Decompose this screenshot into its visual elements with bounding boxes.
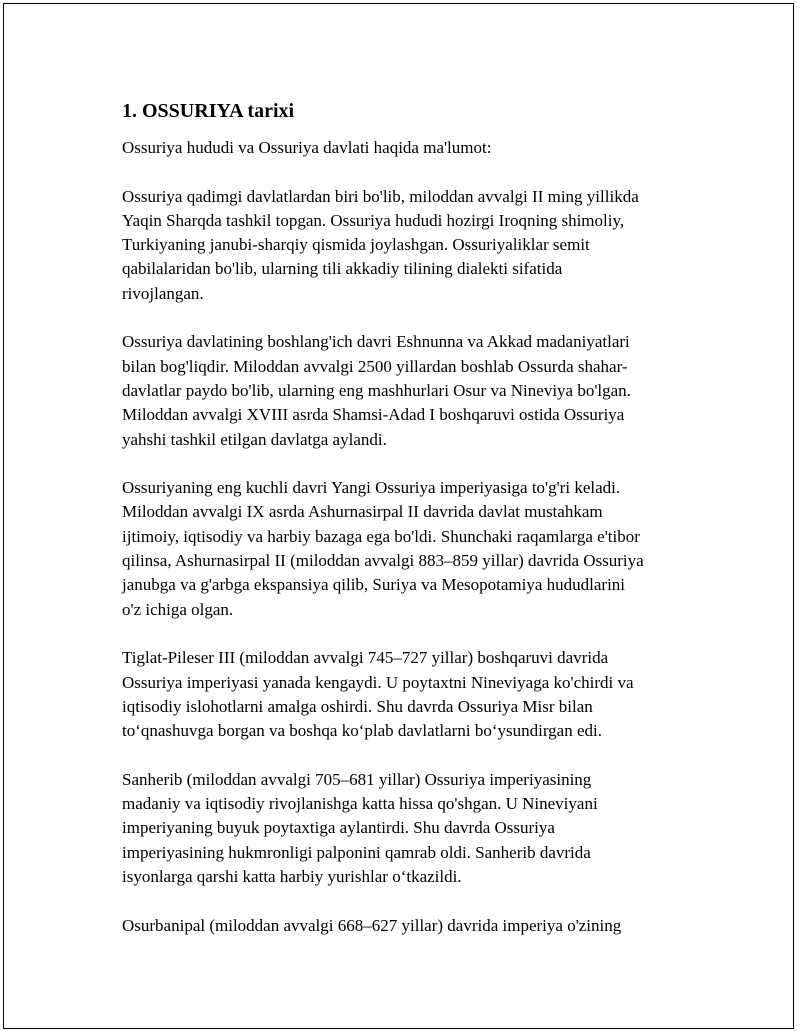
paragraph-line: Sanherib (miloddan avvalgi 705–681 yillar) Ossuriya imperiyasining	[122, 769, 592, 789]
paragraph-line: o'z ichiga olgan.	[122, 599, 234, 619]
paragraph-line: janubga va g'arbga ekspansiya qilib, Suriya va Mesopotamiya hududlarini	[122, 575, 626, 595]
paragraph-sanherib	[122, 768, 692, 889]
document-title: 1. OSSURIYA tarixi	[122, 100, 295, 122]
paragraph-line: Miloddan avvalgi IX asrda Ashurnasirpal II davrida davlat mustahkam	[122, 502, 603, 522]
paragraph-line: isyonlarga qarshi katta harbiy yurishlar o‘tkazildi.	[122, 866, 462, 886]
paragraph-line: qilinsa, Ashurnasirpal II (miloddan avvalgi 883–859 yillar) davrida Ossuriya	[122, 551, 644, 571]
paragraph-early-period	[122, 330, 692, 451]
paragraph-tiglat-pileser	[122, 646, 692, 743]
document-body	[122, 98, 692, 962]
paragraph-origins	[122, 185, 692, 306]
paragraph-neo-assyrian	[122, 476, 692, 622]
paragraph-line: Turkiyaning janubi-sharqiy qismida joylashgan. Ossuriyaliklar semit	[122, 235, 590, 255]
paragraph-osurbanipal	[122, 914, 692, 938]
paragraph-line: qabilalaridan bo'lib, ularning tili akkadiy tilining dialekti sifatida	[122, 259, 563, 279]
paragraph-line: to‘qnashuvga borgan va boshqa ko‘plab davlatlarni bo‘ysundirgan edi.	[122, 721, 602, 741]
paragraph-line: iqtisodiy islohotlarni amalga oshirdi. Shu davrda Ossuriya Misr bilan	[122, 696, 593, 716]
intro-text: Ossuriya hududi va Ossuriya davlati haqida ma'lumot:	[122, 138, 492, 157]
paragraph-line: davlatlar paydo bo'lib, ularning eng mashhurlari Osur va Nineviya bo'lgan.	[122, 380, 631, 400]
paragraph-line: ijtimoiy, iqtisodiy va harbiy bazaga ega bo'ldi. Shunchaki raqamlarga e'tibor	[122, 526, 640, 546]
paragraph-line: Ossuriya qadimgi davlatlardan biri bo'lib, miloddan avvalgi II ming yillikda	[122, 186, 639, 206]
paragraph-line: Tiglat-Pileser III (miloddan avvalgi 745–727 yillar) boshqaruvi davrida	[122, 648, 609, 668]
paragraph-line: Yaqin Sharqda tashkil topgan. Ossuriya hududi hozirgi Iroqning shimoliy,	[122, 210, 625, 230]
paragraph-line: imperiyaning buyuk poytaxtiga aylantirdi. Shu davrda Ossuriya	[122, 818, 555, 838]
paragraph-line: Miloddan avvalgi XVIII asrda Shamsi-Adad I boshqaruvi ostida Ossuriya	[122, 405, 625, 425]
paragraph-line: Osurbanipal (miloddan avvalgi 668–627 yillar) davrida imperiya o'zining	[122, 915, 622, 935]
paragraph-line: imperiyasining hukmronligi palponini qamrab oldi. Sanherib davrida	[122, 842, 591, 862]
paragraph-line: Ossuriya davlatining boshlang'ich davri Eshnunna va Akkad madaniyatlari	[122, 332, 630, 352]
paragraph-line: bilan bog'liqdir. Miloddan avvalgi 2500 yillardan boshlab Ossurda shahar-	[122, 356, 628, 376]
paragraph-line: rivojlangan.	[122, 283, 204, 303]
paragraph-line: Ossuriyaning eng kuchli davri Yangi Ossuriya imperiyasiga to'g'ri keladi.	[122, 478, 621, 498]
paragraph-line: yahshi tashkil etilgan davlatga aylandi.	[122, 429, 387, 449]
paragraph-line: Ossuriya imperiyasi yanada kengaydi. U poytaxtni Nineviyaga ko'chirdi va	[122, 672, 634, 692]
page-frame	[3, 3, 794, 1029]
paragraph-line: madaniy va iqtisodiy rivojlanishga katta hissa qo'shgan. U Nineviyani	[122, 794, 598, 814]
